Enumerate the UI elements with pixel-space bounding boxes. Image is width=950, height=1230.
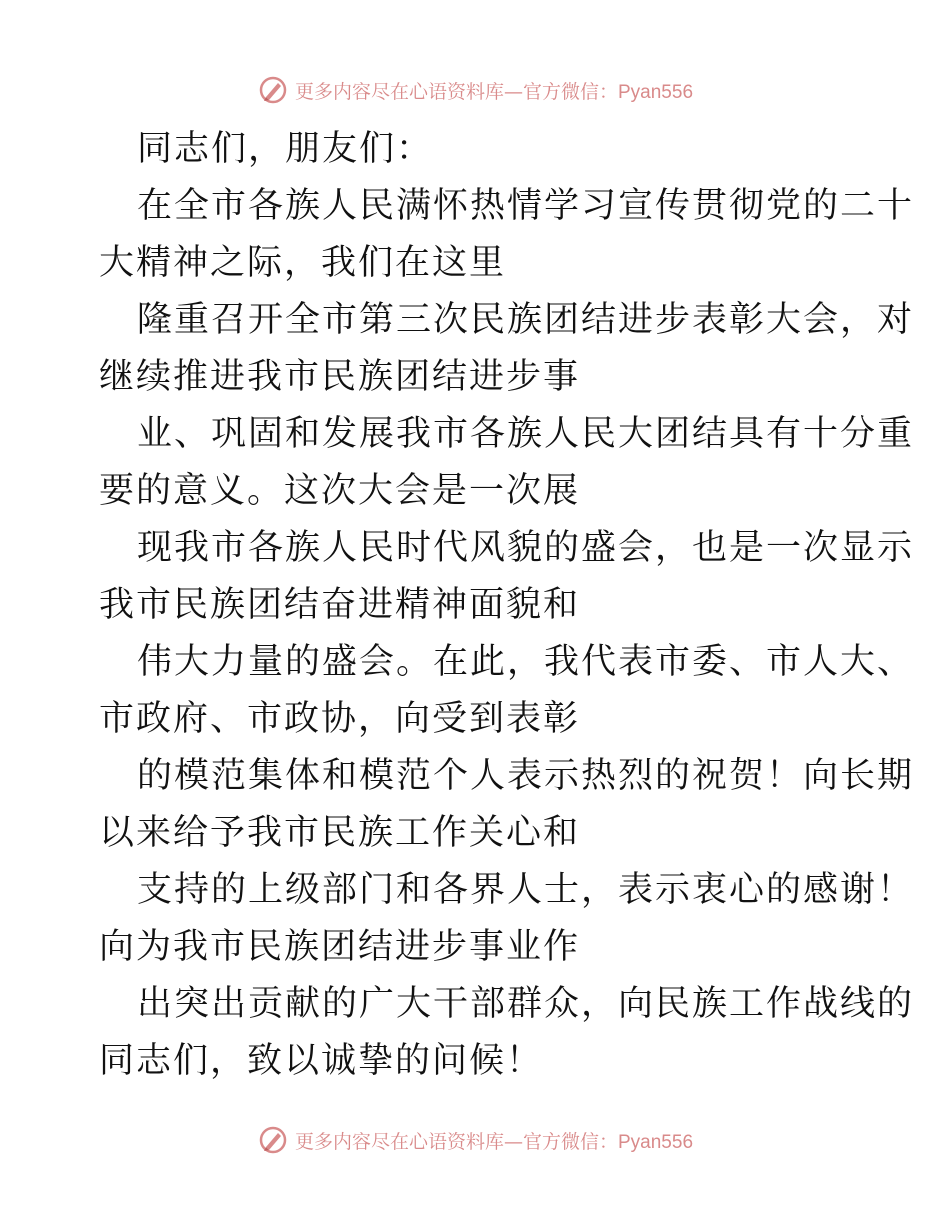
text-line: 向为我市民族团结进步事业作 [99, 927, 581, 967]
text-line: 现我市各族人民时代风貌的盛会，也是一次显示 [137, 528, 915, 568]
text-line: 同志们，致以诚挚的问候！ [99, 1041, 544, 1081]
watermark-footer [0, 1120, 950, 1160]
text-line: 伟大力量的盛会。在此，我代表市委、市人大、 [137, 642, 915, 682]
text-line: 同志们，朋友们： [137, 129, 434, 169]
text-line: 出突出贡献的广大干部群众，向民族工作战线的 [137, 984, 915, 1024]
text-line: 在全市各族人民满怀热情学习宣传贯彻党的二十 [137, 186, 915, 226]
text-line: 隆重召开全市第三次民族团结进步表彰大会，对 [137, 300, 915, 340]
text-line: 业、巩固和发展我市各族人民大团结具有十分重 [137, 414, 915, 454]
pen-logo-icon [257, 1124, 289, 1156]
watermark-id: Pyan556 [618, 1131, 694, 1153]
text-line: 要的意义。这次大会是一次展 [99, 471, 581, 511]
watermark-text [295, 77, 693, 104]
text-line: 继续推进我市民族团结进步事 [99, 357, 581, 397]
watermark-id: Pyan556 [618, 81, 694, 103]
watermark-label: 更多内容尽在心语资料库—官方微信： [294, 1130, 618, 1153]
watermark-header [0, 70, 950, 110]
text-line: 以来给予我市民族工作关心和 [99, 813, 581, 853]
text-line: 的模范集体和模范个人表示热烈的祝贺！向长期 [137, 756, 915, 796]
watermark-text [295, 1127, 693, 1154]
watermark-label: 更多内容尽在心语资料库—官方微信： [294, 80, 618, 103]
text-line: 支持的上级部门和各界人士，表示衷心的感谢！ [137, 870, 915, 910]
document-body [0, 121, 950, 1090]
text-line: 大精神之际，我们在这里 [99, 243, 507, 283]
pen-logo-icon [257, 74, 289, 106]
text-line: 市政府、市政协，向受到表彰 [99, 699, 581, 739]
text-line: 我市民族团结奋进精神面貌和 [99, 585, 581, 625]
